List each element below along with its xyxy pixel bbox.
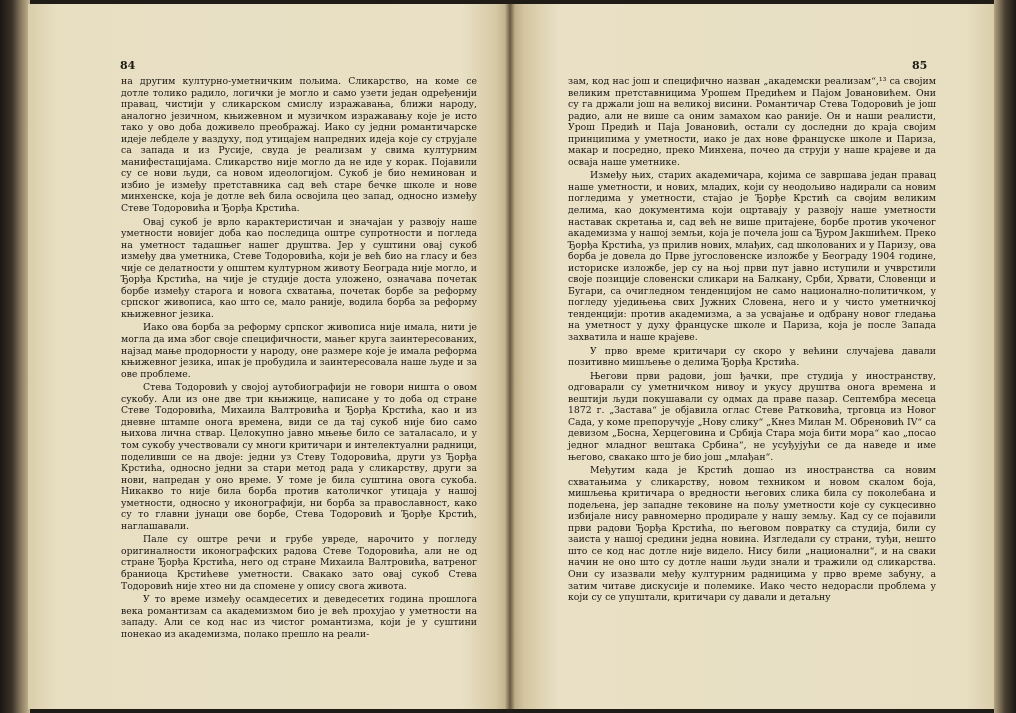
paragraph: Овај сукоб је врло карактеристичан и значајан у развоју наше уметности новијег доба као последица оштре супротности и погледа на уметност тадашњег нашег друштва. Јер у суштини овај сукоб између два уметника, Стеве Тодоровића, који је већ био на гласу и без чије се делатности у општем културном животу Београда није могло, и Ђорђа Крстића, на чије је студије доста уложено, означава почетак борбе између старога и новога схватања, почетак борбе за реформу српског живописа, као што се, мало раније, водила борба за реформу књижевног језика. — [121, 216, 477, 320]
page-number-left: 84 — [120, 59, 136, 72]
paragraph: Његови први радови, још ђачки, пре студија у иностранству, одговарали су уметничком нивоу и укусу друштва онога времена и вештији људи покушавали су одмах да праве пазар. Септембра месеца 1872 г. „Застава“ је објавила оглас Стеве Ратковића, трговца из Новог Сада, у коме препоручује „Нову слику“ „Кнез Милан М. Обреновић IV“ са девизом „Босна, Херцеговина и Србија Стара моја бити мора“ као „посао једног младног вештака Србина“, не усуђујући се да наведе и име његово, свакако што је био још „млађан“. — [568, 370, 936, 463]
left-page — [28, 4, 510, 709]
paragraph: Иако ова борба за реформу српског живописа није имала, нити је могла да има због своје специфичности, мањег круга заинтересованих, најзад мање продорности у народу, оне размере које је имала реформа књижевног језика, ипак је пробудила и заинтересовала наше људе и за ове проблеме. — [121, 322, 477, 380]
paragraph: У то време између осамдесетих и деведесетих година прошлога века романтизам са академизмом био је већ прохујао у уметности на западу. Али се код нас из чистог романтизма, који је у суштини понекао из академизма, полако прешло на реали- — [121, 594, 477, 640]
paragraph: Између њих, старих академичара, којима се завршава један правац наше уметности, и нових, младих, који су неодољиво надирали са новим погледима у уметности, стајао је Ђорђе Крстић са својим великим делима, као документима који оцртавају у развоју наше уметности наставак скретања и, сад већ не више притајене, борбе против укоченог академизма у нашој земљи, која је почела још са Ђуром Јакшићем. Преко Ђорђа Крстића, уз прилив нових, млађих, сад школованих и у Паризу, ова борба је довела до Прве југословенске изложбе у Београду 1904 године, историске изложбе, јер су на њој први пут јавно иступили и учврстили своје позиције словенски сликари на Балкану, Срби, Хрвати, Словенци и Бугари, са очигледном тенденцијом не само национално-политичком, у погледу уједињења свих Јужних Словена, него и у чисто уметничкој тенденцији: против академизма, а за усвајање и одбрану новог гледања на уметност у духу француске школе и Париза, која је после Запада захватила и наше крајеве. — [568, 170, 936, 344]
paragraph: Међутим када је Крстић дошао из иностранства са новим схватањима у сликарству, новом техником и новом скалом боја, мишљења критичара о вредности његових слика била су поколебана и подељена, јер западне тековине на пољу уметности које су сукцесивно избијале нису равномерно продирале у нашу земљу. Кад су се појавили први радови Ђорђа Крстића, по његовом повратку са студија, били су заиста у нашој средини једна новина. Изгледали су страни, туђи, нешто што се код нас дотле није видело. Нису били „национални“, и на сваки начин не оно што су дотле наши људи знали и тражили од сликарства. Они су изазвали међу културним радницима у прво време забуну, а затим читаве дискусије и полемике. Иако често недорасли проблема у који су се упуштали, критичари су давали и детаљну — [568, 465, 936, 604]
paragraph: на другим културно-уметничким пољима. Сликарство, на коме се дотле толико радило, логички је могло и само узети један одређенији правац, чистији у сликарском смислу изражавања, ближи народу, аналогно језичном, књижевном и музичком изражавању које је исто тако у ово доба доживело преображај. Иако су једни романтичарске идеје лебделе у ваздуху, под утицајем напредних идеја које су струјале са запада и из Русије, свуда је реализам у свима културним манифестацијама. Сликарство није могло да не иде у корак. Појавили су се нови људи, са новом идеологијом. Сукоб је био неминован и избио је између претставника сад већ старе бечке школе и нове минхенске, која је дотле већ била освојила цео запад, односно између Стеве Тодоровића и Ђорђа Крстића. — [121, 76, 477, 215]
paragraph: Пале су оштре речи и грубе увреде, нарочито у погледу оригиналности иконографских радова Стеве Тодоровића, али не од стране Ђорђа Крстића, него од стране Михаила Валтровића, ватреног браниоца Крстићеве уметности. Свакако зато овај сукоб Стева Тодоровић није хтео ни да спомене у опису свога живота. — [121, 534, 477, 592]
book-gutter — [505, 0, 515, 713]
left-page-text — [121, 76, 477, 640]
paragraph: зам, код нас још и специфично назван „академски реализам“,¹³ са својим великим претставницима Урошем Предићем и Пајом Јовановићем. Они су га држали још на великој висини. Романтичар Стева Тодоровић је још радио, али не више са оним замахом као раније. Он и наши реалисти, Урош Предић и Паја Јовановић, остали су доследни до краја својим принципима у уметности, иако је дах нове француске школе и Париза, макар и посредно, преко Минхена, почео да струји у наше крајеве и да осваја наше уметнике. — [568, 76, 936, 168]
right-page-text — [568, 76, 936, 604]
paragraph: У прво време критичари су скоро у већини случајева давали позитивно мишљење о делима Ђорђа Крстића. — [568, 345, 936, 369]
book-edge-left — [0, 0, 30, 713]
right-page — [510, 4, 994, 709]
page-number-right: 85 — [912, 59, 928, 72]
book-edge-right — [994, 0, 1016, 713]
paragraph: Стева Тодоровић у својој аутобиографији не говори ништа о овом сукобу. Али из оне две три књижице, написане у то доба од стране Стеве Тодоровића, Михаила Валтровића и Ђорђа Крстића, као и из дневне штампе онога времена, види се да тај сукоб није био само њихова лична ствар. Целокупно јавно мњење било се заталасало, и у том сукобу учествовали су многи критичари и интелектуални радници, поделивши се на двоје: једни уз Стеву Тодоровића, други уз Ђорђа Крстића, односно једни за стари метод рада у сликарству, други за нови, напредан у оно време. У томе је била суштина овога сукоба. Никакво то није била борба против католичког утицаја у нашој уметности, односно у иконографији, ни борба за православност, како су то главни јунаци ове борбе, Стева Тодоровић и Ђорђе Крстић, наглашавали. — [121, 382, 477, 532]
